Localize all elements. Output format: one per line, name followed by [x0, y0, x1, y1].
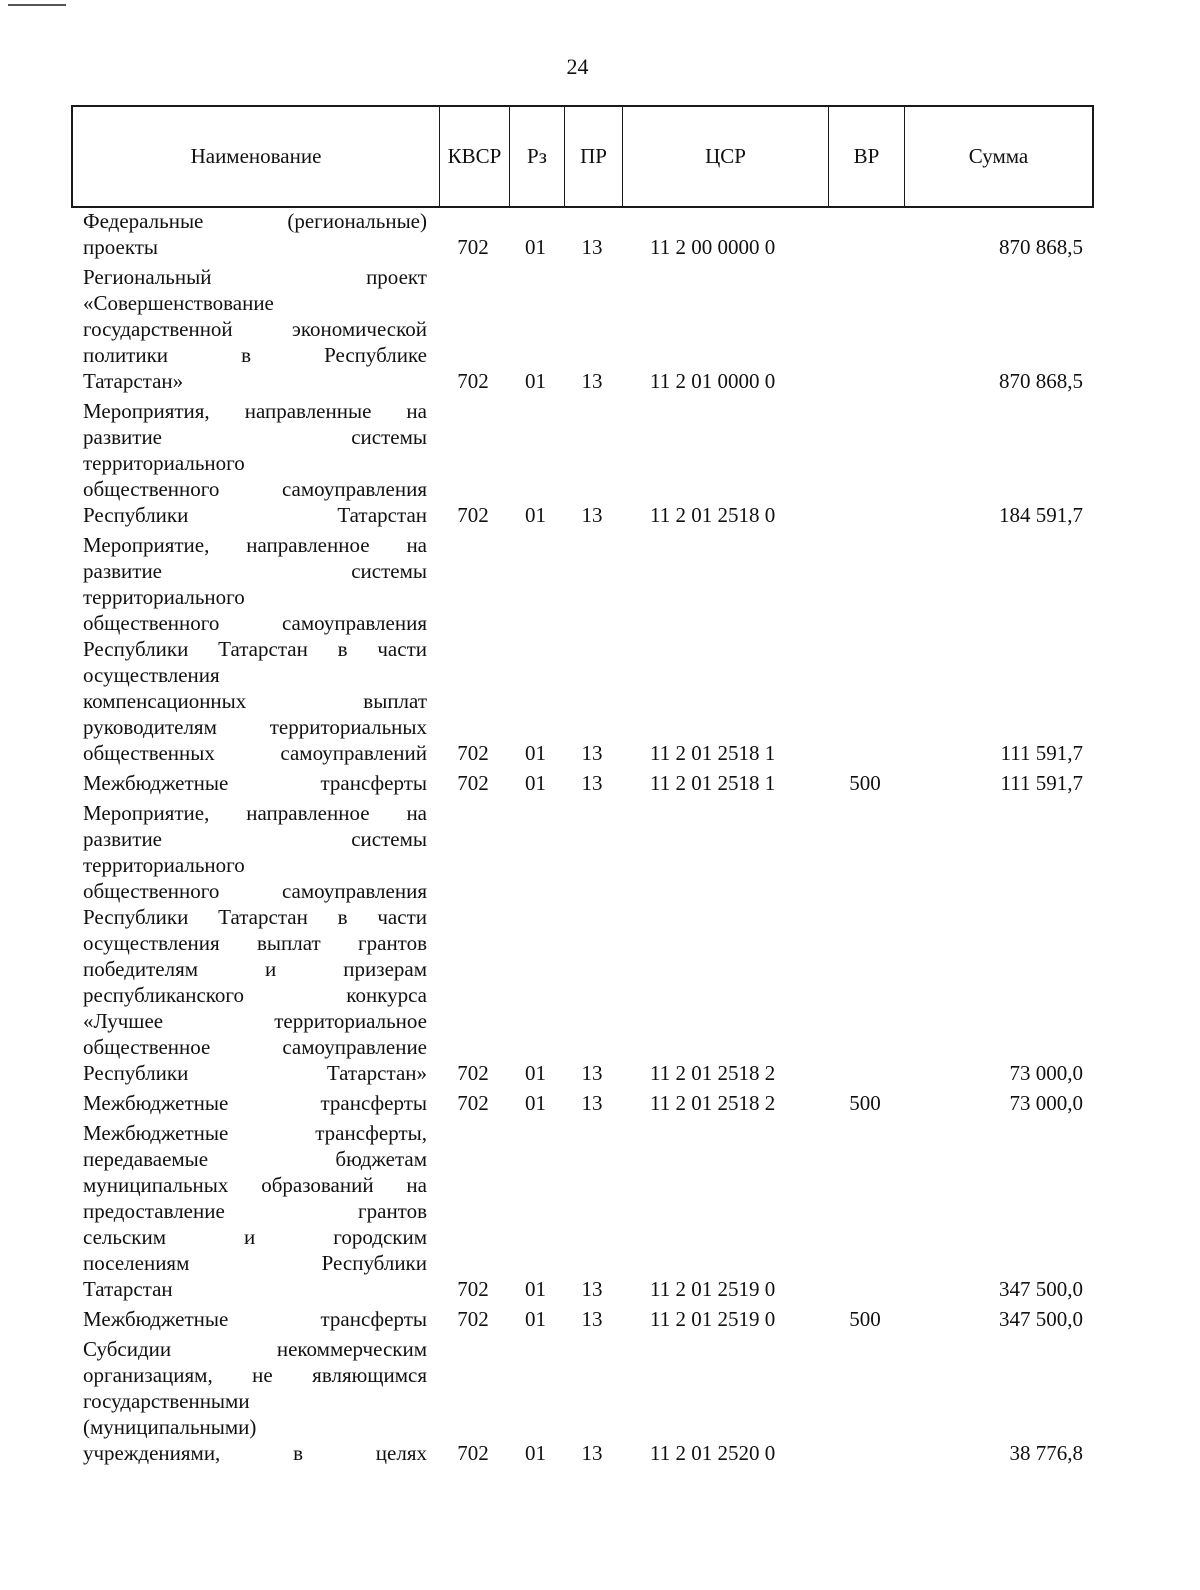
row-name-line: общественного самоуправления: [83, 879, 427, 903]
row-name-line: руководителям территориальных: [83, 715, 427, 739]
row-name-line: осуществления выплат грантов: [83, 931, 427, 955]
row-name: [83, 1336, 427, 1466]
row-sum: 870 868,5: [999, 369, 1083, 393]
row-sum: 38 776,8: [1009, 1441, 1083, 1465]
row-rz: 01: [525, 1441, 546, 1465]
header-pr: ПР: [565, 107, 623, 206]
row-name-line: «Лучшее территориальное: [83, 1009, 427, 1033]
row-rz: 01: [525, 771, 546, 795]
row-sum: 73 000,0: [1009, 1091, 1083, 1115]
row-rz: 01: [525, 1277, 546, 1301]
row-name-line: Межбюджетные трансферты: [83, 1307, 427, 1331]
row-csr: 11 2 01 2518 2: [650, 1091, 776, 1115]
row-name-line: Мероприятие, направленное на: [83, 533, 427, 557]
row-name-line: политики в Республике: [83, 343, 427, 367]
row-name-line: общественное самоуправление: [83, 1035, 427, 1059]
row-name-line: государственными: [83, 1389, 250, 1413]
row-name-line: осуществления: [83, 663, 220, 687]
row-sum: 111 591,7: [1000, 741, 1083, 765]
row-kvsr: 702: [457, 771, 489, 795]
row-pr: 13: [581, 741, 603, 765]
row-rz: 01: [525, 1307, 546, 1331]
row-name: [83, 1120, 427, 1302]
header-kvsr: КВСР: [440, 107, 510, 206]
row-csr: 11 2 01 2520 0: [650, 1441, 776, 1465]
table-row: [0, 532, 1200, 766]
row-rz: 01: [525, 1091, 546, 1115]
table-row: [0, 770, 1200, 796]
header-vr: ВР: [829, 107, 905, 206]
row-csr: 11 2 01 0000 0: [650, 369, 776, 393]
row-name-line: территориального: [83, 853, 245, 877]
row-name-line: муниципальных образований на: [83, 1173, 427, 1197]
row-name-line: территориального: [83, 585, 245, 609]
row-name-line: победителям и призерам: [83, 957, 427, 981]
row-name-line: сельским и городским: [83, 1225, 427, 1249]
row-rz: 01: [525, 235, 546, 259]
row-csr: 11 2 01 2518 1: [650, 771, 776, 795]
header-name: Наименование: [73, 107, 440, 206]
header-rz: Рз: [510, 107, 565, 206]
row-name-line: Татарстан: [83, 1277, 173, 1301]
row-vr: 500: [849, 771, 881, 795]
row-name-line: учреждениями, в целях: [83, 1441, 427, 1465]
row-name-line: развитие системы: [83, 827, 427, 851]
row-name-line: Республики Татарстан»: [83, 1061, 427, 1085]
row-kvsr: 702: [457, 503, 489, 527]
table-row: [0, 1120, 1200, 1302]
row-csr: 11 2 01 2519 0: [650, 1277, 776, 1301]
row-name-line: Республики Татарстан в части: [83, 905, 427, 929]
row-name: [83, 1090, 427, 1116]
row-rz: 01: [525, 503, 546, 527]
row-kvsr: 702: [457, 369, 489, 393]
row-pr: 13: [581, 369, 603, 393]
row-name-line: Республики Татарстан: [83, 503, 427, 527]
row-name-line: Федеральные (региональные): [83, 209, 427, 233]
row-sum: 111 591,7: [1000, 771, 1083, 795]
row-sum: 347 500,0: [999, 1277, 1083, 1301]
row-pr: 13: [581, 771, 603, 795]
row-name: [83, 1306, 427, 1332]
row-sum: 184 591,7: [999, 503, 1083, 527]
row-name-line: развитие системы: [83, 559, 427, 583]
row-pr: 13: [581, 1441, 603, 1465]
row-name-line: организациям, не являющимся: [83, 1363, 427, 1387]
row-sum: 870 868,5: [999, 235, 1083, 259]
row-name-line: республиканского конкурса: [83, 983, 427, 1007]
row-csr: 11 2 01 2519 0: [650, 1307, 776, 1331]
row-kvsr: 702: [457, 235, 489, 259]
row-csr: 11 2 00 0000 0: [650, 235, 776, 259]
row-kvsr: 702: [457, 1441, 489, 1465]
header-csr: ЦСР: [623, 107, 829, 206]
table-row: [0, 800, 1200, 1086]
row-kvsr: 702: [457, 1277, 489, 1301]
table-row: [0, 1306, 1200, 1332]
row-kvsr: 702: [457, 1307, 489, 1331]
row-name-line: Межбюджетные трансферты,: [83, 1121, 427, 1145]
row-name-line: Межбюджетные трансферты: [83, 771, 427, 795]
row-rz: 01: [525, 741, 546, 765]
header-sum: Сумма: [968, 144, 1029, 168]
page-number: 24: [566, 54, 589, 79]
row-name-line: Межбюджетные трансферты: [83, 1091, 427, 1115]
table-row: [0, 398, 1200, 528]
row-name: [83, 264, 427, 394]
row-name-line: Субсидии некоммерческим: [83, 1337, 427, 1361]
row-pr: 13: [581, 503, 603, 527]
row-rz: 01: [525, 1061, 546, 1085]
row-vr: 500: [849, 1307, 881, 1331]
row-name-line: развитие системы: [83, 425, 427, 449]
row-kvsr: 702: [457, 1061, 489, 1085]
row-name: [83, 532, 427, 766]
row-name-line: Мероприятие, направленное на: [83, 801, 427, 825]
table-row: [0, 1336, 1200, 1466]
row-pr: 13: [581, 1091, 603, 1115]
row-pr: 13: [581, 1277, 603, 1301]
table-row: [0, 1090, 1200, 1116]
row-name-line: Мероприятия, направленные на: [83, 399, 427, 423]
row-vr: 500: [849, 1091, 881, 1115]
row-name: [83, 208, 427, 260]
row-pr: 13: [581, 1307, 603, 1331]
row-name: [83, 398, 427, 528]
row-name-line: общественного самоуправления: [83, 611, 427, 635]
row-name-line: Республики Татарстан в части: [83, 637, 427, 661]
table-header: [71, 105, 1094, 208]
row-name-line: проекты: [83, 235, 159, 259]
row-sum: 73 000,0: [1009, 1061, 1083, 1085]
corner-scan-mark: [8, 4, 66, 6]
row-pr: 13: [581, 1061, 603, 1085]
row-name-line: компенсационных выплат: [83, 689, 427, 713]
row-csr: 11 2 01 2518 1: [650, 741, 776, 765]
row-name-line: «Совершенствование: [83, 291, 274, 315]
row-name-line: Региональный проект: [83, 265, 427, 289]
row-name-line: поселениям Республики: [83, 1251, 427, 1275]
row-name-line: территориального: [83, 451, 245, 475]
row-sum: 347 500,0: [999, 1307, 1083, 1331]
row-kvsr: 702: [457, 741, 489, 765]
row-name-line: предоставление грантов: [83, 1199, 427, 1223]
row-name-line: Татарстан»: [83, 369, 184, 393]
row-name: [83, 770, 427, 796]
row-pr: 13: [581, 235, 603, 259]
row-name-line: общественных самоуправлений: [83, 741, 427, 765]
row-csr: 11 2 01 2518 0: [650, 503, 776, 527]
row-name-line: передаваемые бюджетам: [83, 1147, 427, 1171]
table-row: [0, 264, 1200, 394]
row-name-line: государственной экономической: [83, 317, 427, 341]
table-row: [0, 208, 1200, 260]
row-kvsr: 702: [457, 1091, 489, 1115]
row-rz: 01: [525, 369, 546, 393]
row-name-line: общественного самоуправления: [83, 477, 427, 501]
row-name-line: (муниципальными): [83, 1415, 257, 1439]
row-name: [83, 800, 427, 1086]
row-csr: 11 2 01 2518 2: [650, 1061, 776, 1085]
